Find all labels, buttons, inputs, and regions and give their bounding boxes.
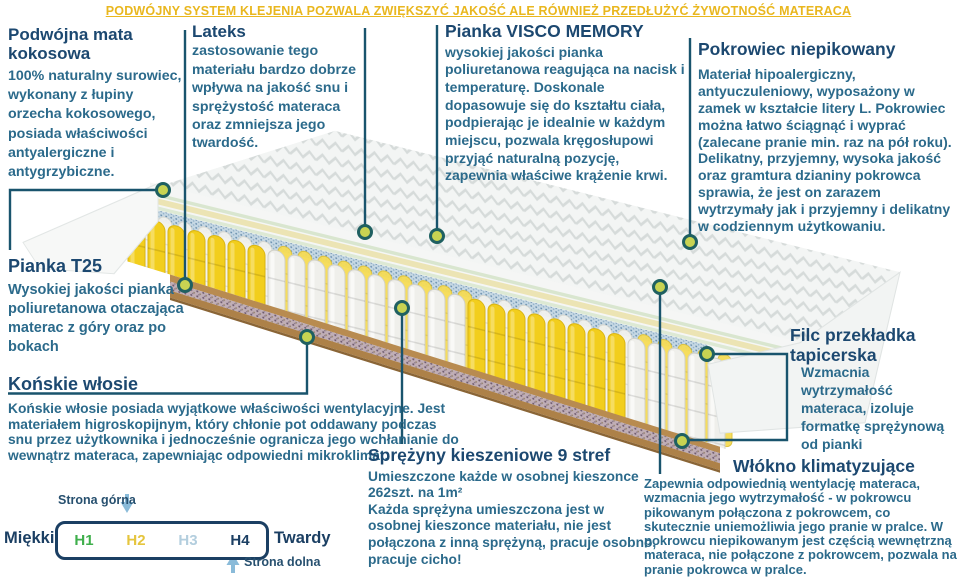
callout-body: Materiał hipoalergiczny, antyuczuleniowy, wyposażony w zamek w kształcie litery L. Pokrowiec można łatwo ściągnąć i wyprać (zalecane pranie min. raz na pół roku). Delikatny, przyjemny, wysoka jakość oraz gramtura dzianiny pokrowca sprawia, że jest on zarazem wytrzymały jak i przyjemny i delikatny w codziennym użytkowaniu. (698, 65, 952, 235)
marker-fiber (654, 281, 667, 294)
hardness-level-h2: H2 (126, 532, 146, 549)
callout-title: Pianka T25 (8, 256, 103, 276)
callout-title: Końskie włosie (8, 374, 139, 394)
callout-title: Włókno klimatyzujące (733, 456, 915, 476)
callout-wlokno-body (644, 477, 957, 577)
callout-body: Umieszczone każde w osobnej kieszonce 262szt. na 1m² (368, 468, 639, 501)
banner: PODWÓJNY SYSTEM KLEJENIA POZWALA ZWIĘKSZYĆ JAKOŚĆ ALE RÓWNIEŻ PRZEDŁUŻYĆ ŻYWOTNOŚĆ MATERACA (105, 4, 852, 18)
callout-body: Zapewnia odpowiednią wentylację materaca, wzmacnia jego wytrzymałość - w pokrowcu pikowanym połączona z pokrowcem, co skutecznie uniemożliwia jego pranie w pralce. W pokrowcu niepikowanym jest częścią wewnętrzną materaca, nie połączone z pokrowcem, pozwala na pranie pokrowca w pralce. (644, 476, 957, 577)
callout-podwojna-mata (8, 25, 186, 182)
marker-cover (684, 236, 697, 249)
callout-pianka-visco (445, 22, 685, 185)
marker-lateks (359, 226, 372, 239)
callout-pokrowiec (698, 40, 957, 235)
callout-body: wysokiej jakości pianka poliuretanowa reagująca na nacisk i temperaturę. Doskonale dopasowuje się do kształtu ciała, podpierając je idealnie w każdym miejscu, pozwala kręgosłupowi przyjąć naturalną pozycję, zapewnia właściwe krążenie krwi. (445, 43, 685, 184)
callout-filc-body (801, 364, 957, 454)
callout-body: Każda sprężyna umieszczona jest w osobnej kieszonce materiału, nie jest połączona z inną sprężyną, pracuje osobno, pracuje cicho! (368, 501, 657, 567)
marker-springs (396, 302, 409, 315)
scale-hard-label: Twardy (274, 529, 331, 547)
callout-body: Wzmacnia wytrzymałość materaca, izoluje formatkę sprężynową od pianki (801, 364, 945, 452)
callout-title: Podwójna mata kokosowa (8, 25, 133, 64)
callout-title: Pianka VISCO MEMORY (445, 21, 644, 41)
scale-soft-label: Miękki (4, 529, 55, 547)
hardness-level-h4: H4 (230, 532, 250, 549)
callout-pianka-t25 (8, 256, 218, 357)
hardness-level-h3: H3 (178, 532, 198, 549)
callout-filc (790, 326, 957, 370)
marker-t25 (157, 184, 170, 197)
callout-title: Lateks (192, 22, 246, 41)
hardness-scale (55, 521, 269, 560)
callout-body: 100% naturalny surowiec, wykonany z łupiny orzecha kokosowego, posiada właściwości antyalergiczne i antygrzybiczne. (8, 68, 182, 180)
callout-body: Wysokiej jakości pianka poliuretanowa otaczająca materac z góry oraz po bokach (8, 282, 184, 355)
callout-title: Pokrowiec niepikowany (698, 39, 896, 59)
callout-title: Filc przekładka tapicerska (790, 325, 916, 365)
callout-body: Końskie włosie posiada wyjątkowe właściwości wentylacyjne. Jest materiałem higroskopijnym, który chłonie pot oddawany podczas snu przez użytkownika i jednocześnie ogranicza jego wchłanianie do wewnątrz materaca, zapewniając odpowiedni mikroklimat. (8, 401, 459, 464)
callout-lateks (192, 22, 364, 153)
scale-top-label: Strona górna (58, 493, 136, 507)
marker-felt-top (701, 348, 714, 361)
callout-body: zastosowanie tego materiału bardzo dobrze wpływa na jakość snu i sprężystość materaca oraz zmniejsza jego twardość. (192, 43, 356, 152)
marker-felt-bottom (676, 435, 689, 448)
callout-title: Sprężyny kieszeniowe 9 stref (368, 445, 611, 465)
marker-visco (431, 230, 444, 243)
callout-sprezyny (368, 446, 660, 568)
scale-bottom-label: Strona dolna (244, 555, 321, 569)
hardness-level-h1: H1 (74, 532, 94, 549)
marker-horsehair (301, 331, 314, 344)
